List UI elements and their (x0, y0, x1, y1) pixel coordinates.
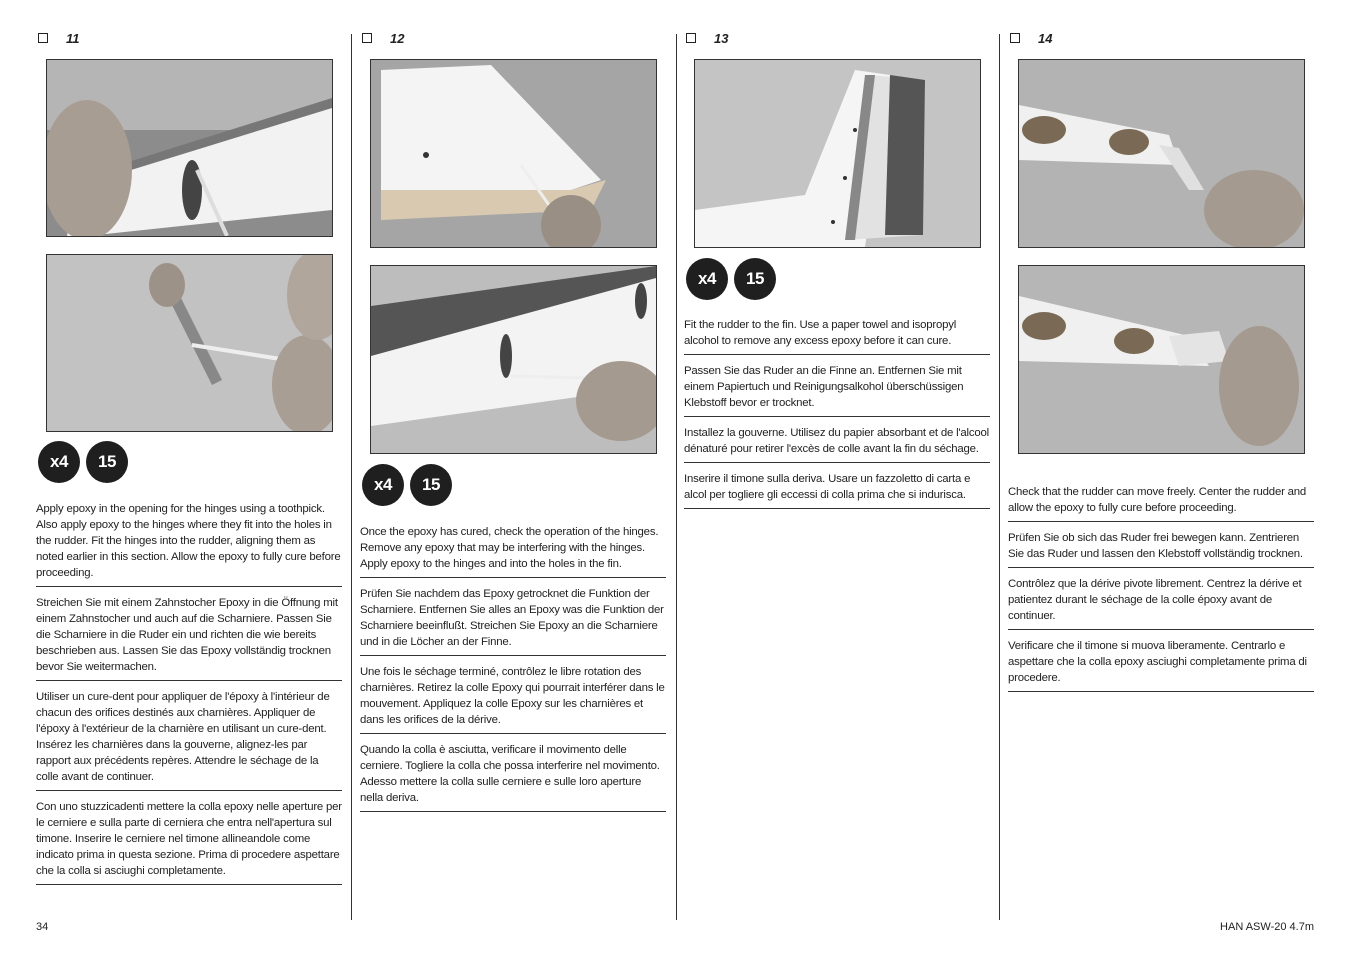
instruction-it: Inserire il timone sulla deriva. Usare un fazzoletto di carta e alcol per togliere gli eccessi di colla prima che si indurisca. (684, 469, 990, 509)
step-11-column (36, 30, 342, 877)
quantity-badge: x4 (38, 441, 80, 483)
instruction-en: Fit the rudder to the fin. Use a paper towel and isopropyl alcohol to remove any excess epoxy before it can cure. (684, 315, 990, 355)
instruction-fr: Utiliser un cure-dent pour appliquer de l'époxy à l'intérieur de chacun des orifices destinés aux charnières. Appliquer de l'époxy à l'extérieur de la charnière en utilisant un cure-dent. Insérez les charnières dans la gouverne, alignez-les par rapport aux précédents repères. Attendre le séchage de la colle avant de continuer. (36, 687, 342, 791)
column-divider (351, 34, 352, 920)
instruction-de: Prüfen Sie ob sich das Ruder frei bewegen kann. Zentrieren Sie das Ruder und lassen den Klebstoff vollständig trocknen. (1008, 528, 1314, 568)
photo-rudder-hinges-installed (370, 265, 657, 454)
cure-time-badge: 15 (734, 258, 776, 300)
instruction-de: Prüfen Sie nachdem das Epoxy getrocknet die Funktion der Scharniere. Entfernen Sie alles an Epoxy was die Funktion der Scharniere beeinflußt. Streichen Sie Epoxy an die Scharniere und in die Löcher an der Finne. (360, 584, 666, 656)
instructions (1008, 482, 1314, 698)
quantity-badge: x4 (362, 464, 404, 506)
step-number: 14 (1038, 30, 1053, 46)
step-13-column (684, 30, 990, 501)
step-14-column (1008, 30, 1314, 684)
instructions (36, 499, 342, 891)
step-number: 12 (390, 30, 405, 46)
instruction-fr: Contrôlez que la dérive pivote librement. Centrez la dérive et patientez durant le séchage de la colle époxy avant de continuer. (1008, 574, 1314, 630)
page-number: 34 (36, 921, 49, 933)
quantity-badge: x4 (686, 258, 728, 300)
step-number: 11 (66, 30, 80, 46)
checkbox-icon[interactable] (1010, 33, 1020, 43)
step-header (684, 30, 990, 46)
instruction-it: Con uno stuzzicadenti mettere la colla epoxy nelle aperture per le cerniere e sulla parte di cerniera che entra nell'apertura sul timone. Inserire le cerniere nel timone allineandole come indicato prima in questa sezione. Prima di procedere aspettare che la colla si asciughi completamente. (36, 797, 342, 885)
instruction-de: Streichen Sie mit einem Zahnstocher Epoxy in die Öffnung mit einem Zahnstocher und auch auf die Scharniere. Passen Sie die Scharniere in die Ruder ein und richten die wie bereits beschrieben aus. Lassen Sie das Epoxy vollständig trocknen bevor Sie weitermachen. (36, 593, 342, 681)
photo-rudder-fitted-to-fin (694, 59, 981, 248)
photo-hinge-toothpick (46, 254, 333, 432)
badge-group (38, 441, 128, 483)
photo-rudder-moving-freely (1018, 59, 1305, 248)
instructions (684, 315, 990, 515)
checkbox-icon[interactable] (38, 33, 48, 43)
step-header (36, 30, 342, 46)
photo-rudder-centered (1018, 265, 1305, 454)
column-divider (676, 34, 677, 920)
instruction-it: Quando la colla è asciutta, verificare il movimento delle cerniere. Togliere la colla che possa interferire nel movimento. Adesso mettere la colla sulle cerniere e sulle loro aperture nella deriva. (360, 740, 666, 812)
instruction-en: Once the epoxy has cured, check the operation of the hinges. Remove any epoxy that may be interfering with the hinges. Apply epoxy to the hinges and into the holes in the fin. (360, 522, 666, 578)
step-12-column (360, 30, 666, 804)
instructions (360, 522, 666, 818)
product-name: HAN ASW-20 4.7m (1220, 921, 1314, 933)
photo-fin-hinge-holes (370, 59, 657, 248)
badge-group (686, 258, 776, 300)
checkbox-icon[interactable] (362, 33, 372, 43)
step-number: 13 (714, 30, 729, 46)
instruction-fr: Une fois le séchage terminé, contrôlez le libre rotation des charnières. Retirez la colle Epoxy qui pourrait interférer dans le mouvement. Appliquez la colle Epoxy sur les charnières et dans les orifices de la dérive. (360, 662, 666, 734)
step-header (1008, 30, 1314, 46)
instruction-fr: Installez la gouverne. Utilisez du papier absorbant et de l'alcool dénaturé pour retirer l'excès de colle avant la fin du séchage. (684, 423, 990, 463)
column-divider (999, 34, 1000, 920)
instruction-en: Check that the rudder can move freely. Center the rudder and allow the epoxy to fully cure before proceeding. (1008, 482, 1314, 522)
checkbox-icon[interactable] (686, 33, 696, 43)
photo-rudder-hinge-slot (46, 59, 333, 237)
instruction-en: Apply epoxy in the opening for the hinges using a toothpick. Also apply epoxy to the hinges where they fit into the holes in the rudder. Fit the hinges into the rudder, aligning them as noted earlier in this section. Allow the epoxy to fully cure before proceeding. (36, 499, 342, 587)
cure-time-badge: 15 (86, 441, 128, 483)
instruction-it: Verificare che il timone si muova liberamente. Centrarlo e aspettare che la colla epoxy asciughi completamente prima di procedere. (1008, 636, 1314, 692)
badge-group (362, 464, 452, 506)
step-header (360, 30, 666, 46)
cure-time-badge: 15 (410, 464, 452, 506)
instruction-de: Passen Sie das Ruder an die Finne an. Entfernen Sie mit einem Papiertuch und Reinigungsalkohol überschüssigen Klebstoff bevor er trocknet. (684, 361, 990, 417)
